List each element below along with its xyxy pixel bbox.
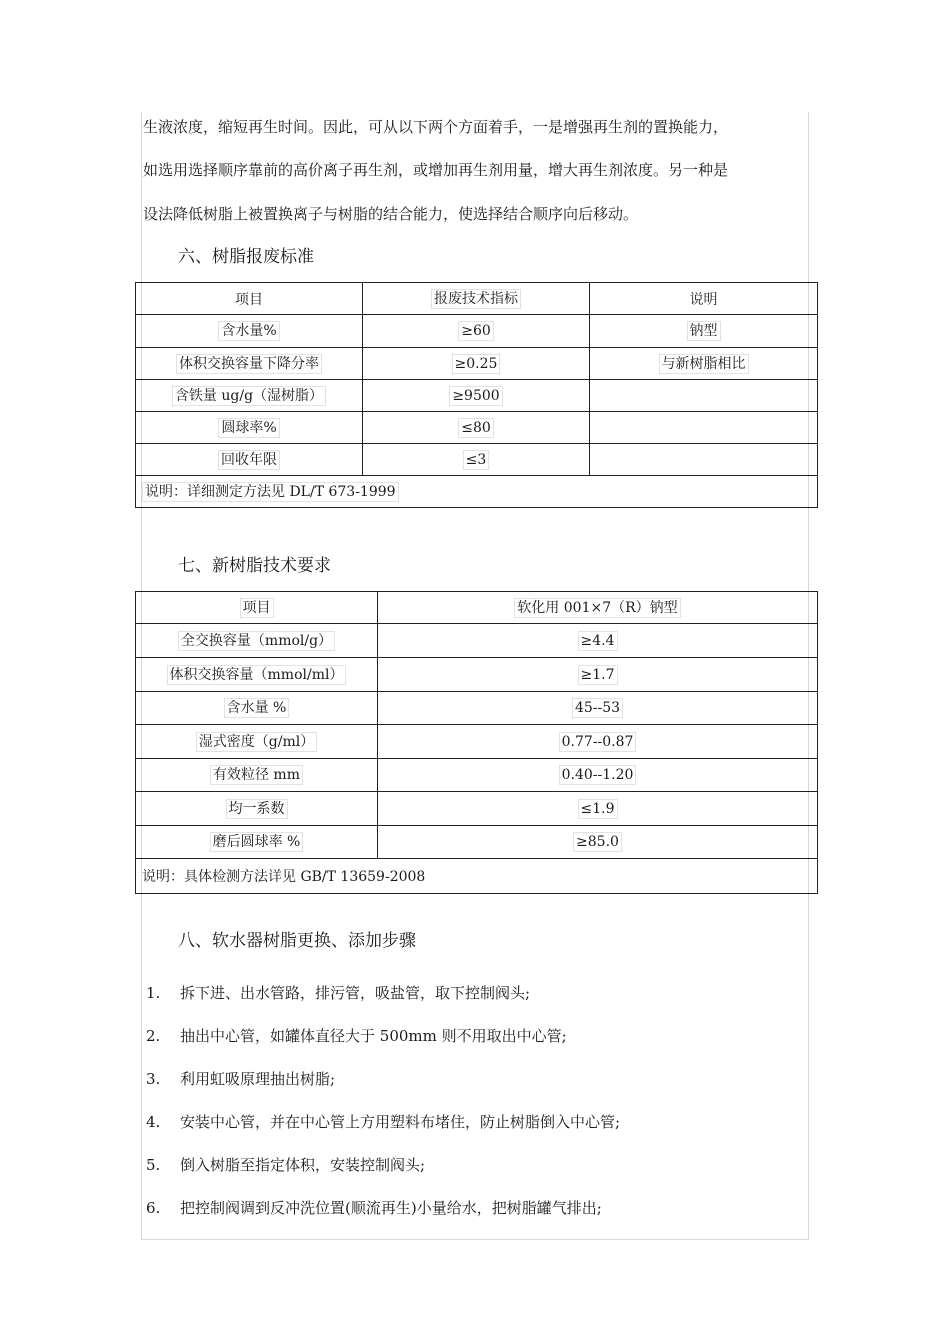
step-text: 拆下进、出水管路，排污管，吸盐管，取下控制阀头;	[180, 984, 531, 1002]
table-row	[136, 315, 818, 348]
table-row	[136, 658, 818, 692]
table-cell: 全交换容量（mmol/g）	[178, 631, 335, 651]
table-note: 说明：详细测定方法见 DL/T 673-1999	[142, 482, 399, 502]
table-row	[136, 725, 818, 759]
table-cell: 圆球率%	[218, 418, 279, 438]
table-cell: ≥0.25	[452, 354, 501, 374]
intro-line-2: 如选用选择顺序靠前的高价离子再生剂，或增加再生剂用量，增大再生剂浓度。另一种是	[143, 161, 729, 179]
list-item	[146, 1069, 335, 1089]
table-header-row	[136, 283, 818, 315]
table-header-row	[136, 592, 818, 624]
table-cell: ≥60	[458, 321, 494, 341]
table-cell: 含水量 %	[224, 698, 290, 718]
table-cell: 0.40--1.20	[559, 765, 637, 785]
step-number: 1.	[146, 984, 161, 1002]
header-cell: 软化用 001×7（R）钠型	[378, 592, 818, 624]
table-cell: ≥85.0	[573, 832, 622, 852]
table-cell: 45--53	[572, 698, 623, 718]
list-item	[146, 1026, 567, 1046]
table-cell: 含水量%	[218, 321, 279, 341]
step-text: 倒入树脂至指定体积，安装控制阀头;	[180, 1156, 426, 1174]
table-cell: 与新树脂相比	[659, 354, 749, 374]
table-row	[136, 692, 818, 725]
step-text: 抽出中心管，如罐体直径大于 500mm 则不用取出中心管;	[180, 1027, 567, 1045]
table-cell: 回收年限	[218, 450, 280, 470]
header-cell: 报废技术指标	[363, 283, 590, 315]
table-row	[136, 624, 818, 658]
table-cell: 体积交换容量（mmol/ml）	[167, 665, 347, 685]
table-row	[136, 792, 818, 826]
step-text: 利用虹吸原理抽出树脂;	[180, 1070, 336, 1088]
table-cell: 均一系数	[226, 799, 288, 819]
intro-line-1: 生液浓度，缩短再生时间。因此，可从以下两个方面着手，一是增强再生剂的置换能力，	[143, 118, 729, 136]
step-number: 3.	[146, 1070, 161, 1088]
table-cell: ≥9500	[449, 386, 502, 406]
list-item	[146, 1112, 620, 1132]
table-row	[136, 826, 818, 859]
table-cell: ≤1.9	[578, 799, 618, 819]
step-number: 2.	[146, 1027, 161, 1045]
table-cell: 有效粒径 mm	[210, 765, 303, 785]
table-row	[136, 348, 818, 380]
table-row	[136, 412, 818, 444]
header-cell: 项目	[136, 592, 378, 624]
list-item	[146, 1155, 425, 1175]
table-cell: 0.77--0.87	[559, 732, 637, 752]
table-cell: 钠型	[687, 321, 721, 341]
step-text: 把控制阀调到反冲洗位置(顺流再生)小量给水，把树脂罐气排出;	[180, 1199, 602, 1217]
list-item	[146, 983, 530, 1003]
step-number: 4.	[146, 1113, 161, 1131]
table-cell: ≥1.7	[578, 665, 618, 685]
list-item	[146, 1198, 602, 1218]
table-cell: 含铁量 ug/g（湿树脂）	[172, 386, 326, 406]
intro-line-3: 设法降低树脂上被置换离子与树脂的结合能力，使选择结合顺序向后移动。	[143, 205, 639, 223]
header-cell: 项目	[136, 283, 363, 315]
table-note-row	[136, 476, 818, 508]
table-row	[136, 380, 818, 412]
new-resin-table	[135, 591, 818, 894]
table-cell: 体积交换容量下降分率	[176, 354, 322, 374]
table-note-row	[136, 859, 818, 894]
scrap-standard-table	[135, 282, 818, 508]
table-row	[136, 759, 818, 792]
table-cell: ≥4.4	[578, 631, 618, 651]
section8-title: 八、软水器树脂更换、添加步骤	[178, 931, 416, 951]
table-cell: 湿式密度（g/ml）	[196, 732, 317, 752]
section7-title: 七、新树脂技术要求	[178, 556, 331, 576]
table-note: 说明：具体检测方法详见 GB/T 13659-2008	[142, 869, 426, 885]
table-cell: ≤3	[463, 450, 490, 470]
table-row	[136, 444, 818, 476]
table-cell: 磨后圆球率 %	[210, 832, 304, 852]
table-cell: ≤80	[458, 418, 494, 438]
step-text: 安装中心管，并在中心管上方用塑料布堵住，防止树脂倒入中心管;	[180, 1113, 621, 1131]
step-number: 5.	[146, 1156, 161, 1174]
section6-title: 六、树脂报废标准	[178, 247, 314, 267]
step-number: 6.	[146, 1199, 161, 1217]
header-cell: 说明	[590, 283, 818, 315]
